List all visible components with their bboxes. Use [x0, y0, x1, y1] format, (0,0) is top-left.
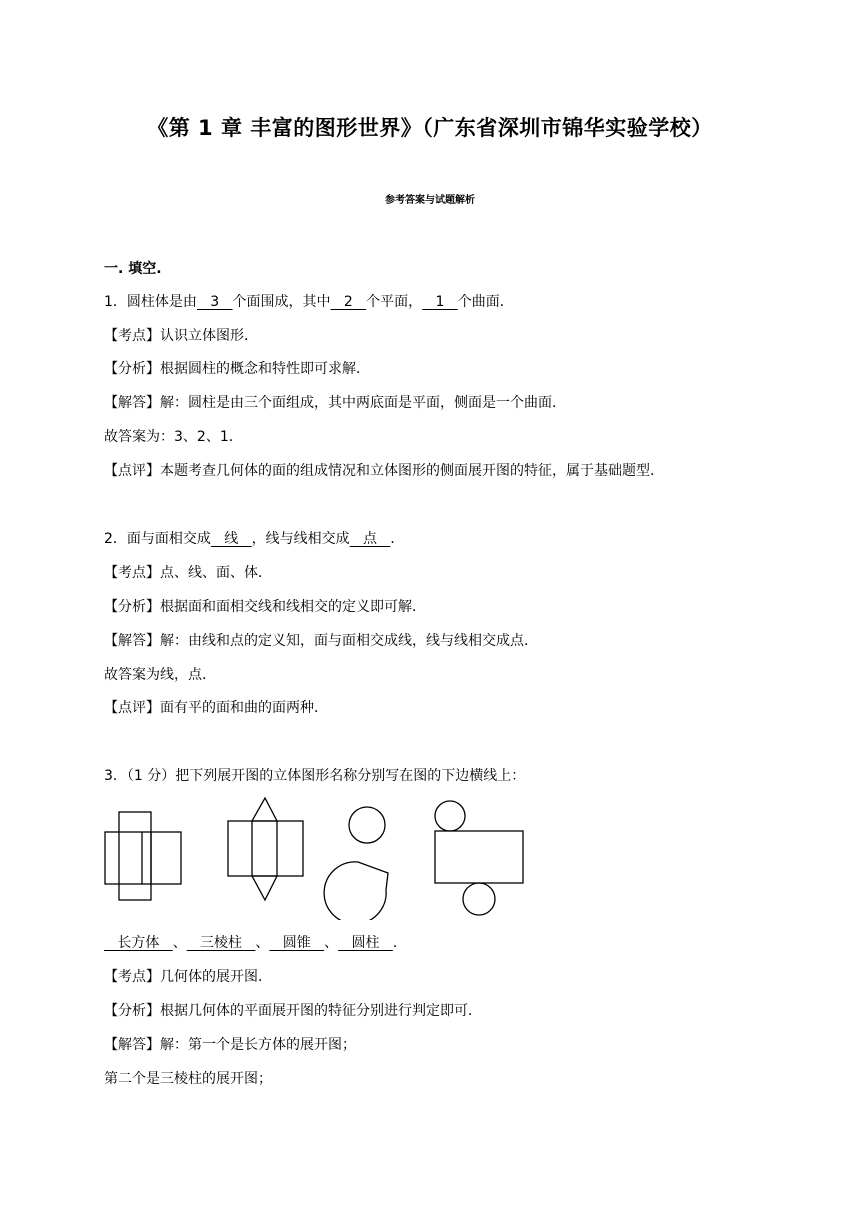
cylinder-net-diagram [435, 801, 523, 915]
q3-answer-blank-4: 圆柱 [338, 935, 393, 951]
q3-answer-blank-2: 三棱柱 [186, 935, 256, 951]
q2-jieda: 【解答】解：由线和点的定义知，面与面相交成线，线与线相交成点． [104, 633, 538, 649]
triangular-prism-net-diagram [228, 798, 303, 900]
q3-jieda: 【解答】解：第一个是长方体的展开图； [104, 1037, 356, 1053]
q2-kaodian: 【考点】点、线、面、体． [104, 565, 272, 581]
q3-end-mark: ． [392, 935, 407, 951]
q2-stem [104, 528, 404, 548]
q3-separator: 、 [172, 935, 187, 951]
q1-stem-text: 个面围成，其中 [232, 294, 331, 310]
q1-answer-blank-1: 3 [196, 294, 233, 310]
q2-dianping: 【点评】面有平的面和曲的面两种． [104, 700, 328, 716]
q2-answer: 故答案为线，点． [104, 667, 216, 683]
q1-fenxi: 【分析】根据圆柱的概念和特性即可求解． [104, 361, 370, 377]
q2-stem-text: ． [390, 531, 405, 547]
q1-answer: 故答案为：3、2、1． [104, 429, 243, 445]
q1-answer-blank-3: 1 [422, 294, 458, 310]
q1-stem [104, 291, 514, 311]
q2-stem-text: ，线与线相交成 [251, 531, 350, 547]
q3-stem: 3．（1 分）把下列展开图的立体图形名称分别写在图的下边横线上： [104, 768, 526, 784]
q3-separator: 、 [255, 935, 270, 951]
q2-fenxi: 【分析】根据面和面相交线和线相交的定义即可解． [104, 599, 426, 615]
q3-separator: 、 [324, 935, 339, 951]
q1-answer-blank-2: 2 [330, 294, 367, 310]
q1-dianping: 【点评】本题考查几何体的面的组成情况和立体图形的侧面展开图的特征，属于基础题型． [104, 463, 664, 479]
q2-stem-text: 2．面与面相交成 [104, 531, 211, 547]
q1-kaodian: 【考点】认识立体图形． [104, 328, 258, 344]
q3-answer-blank-1: 长方体 [104, 935, 173, 951]
q1-stem-text: 1．圆柱体是由 [104, 294, 197, 310]
q1-jieda: 【解答】解：圆柱是由三个面组成，其中两底面是平面，侧面是一个曲面． [104, 395, 566, 411]
q1-stem-text: 个曲面． [457, 294, 514, 310]
q2-answer-blank-2: 点 [349, 531, 391, 547]
section-heading: 一. 填空. [104, 261, 162, 277]
q3-kaodian: 【考点】几何体的展开图． [104, 969, 272, 985]
q3-fenxi: 【分析】根据几何体的平面展开图的特征分别进行判定即可． [104, 1003, 482, 1019]
q1-stem-text: 个平面， [366, 294, 423, 310]
page-title: 《第 1 章 丰富的图形世界》（广东省深圳市锦华实验学校） [147, 116, 713, 140]
q3-answers [104, 932, 407, 952]
net-diagrams-figure [100, 794, 530, 920]
q3-jieda-line-2: 第二个是三棱柱的展开图； [104, 1071, 272, 1087]
cone-net-diagram [324, 807, 388, 920]
cuboid-net-diagram [105, 812, 181, 900]
q2-answer-blank-1: 线 [210, 531, 252, 547]
page-subtitle: 参考答案与试题解析 [385, 195, 475, 206]
q3-answer-blank-3: 圆锥 [269, 935, 325, 951]
